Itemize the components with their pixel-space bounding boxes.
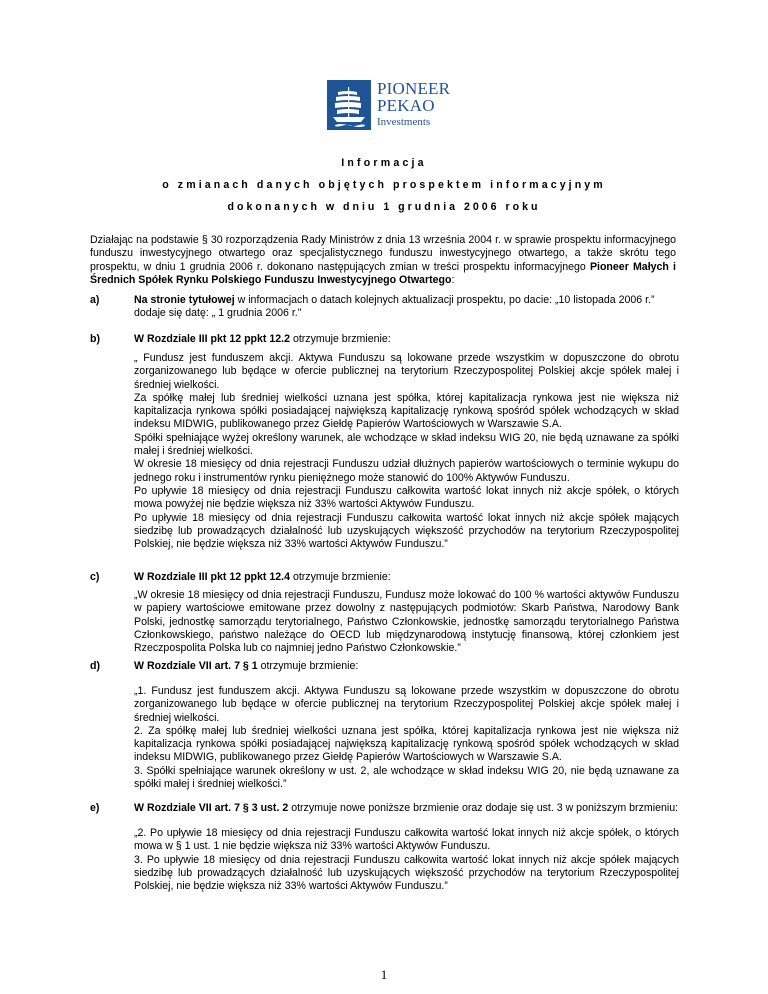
section-b-paragraph: Za spółkę małej lub średniej wielkości uznana jest spółka, której kapitalizacja rynkowa jest nie większa niż kapitalizacja rynkowa spółki posiadającej największą kapitalizację rynkową spośród spółek wchodzących w skład indeksu MIDWIG, publikowanego przez Giełdę Papierów Wartościowych w Warszawie S.A. xyxy=(134,391,679,431)
section-a-letter: a) xyxy=(90,294,100,306)
section-b-letter: b) xyxy=(90,333,100,345)
section-b-paragraph: „ Fundusz jest funduszem akcji. Aktywa Funduszu są lokowane przede wszystkim w dopuszczone do obrotu zorganizowanego lub będące w ofercie publicznej na terytorium Rzeczypospolitej Polskiej akcje spółek małej i średniej wielkości. xyxy=(134,352,679,391)
section-d-bold: W Rozdziale VII art. 7 § 1 xyxy=(134,660,258,672)
section-e-paragraph: 3. Po upływie 18 miesięcy od dnia rejestracji Funduszu całkowita wartość lokat innych niż akcje spółek mających siedzibę lub prowadzących działalność lub uzyskujących większość przychodów na terytorium Rzeczypospolitej Polskiej, nie będzie większa niż 33% wartości Aktywów Funduszu.” xyxy=(134,853,679,893)
intro-paragraph xyxy=(90,234,676,287)
section-d-quote xyxy=(134,685,679,791)
intro-end: : xyxy=(451,273,455,286)
section-e-quote xyxy=(134,827,679,893)
section-a-rest: w informacjach o datach kolejnych aktualizacji prospektu, po dacie: „10 listopada 2006 r.” dodaje się datę: „ 1 grudnia 2006 r." xyxy=(134,294,655,320)
section-b-quote xyxy=(134,352,679,551)
section-c-quote xyxy=(134,589,679,655)
section-a-text xyxy=(134,294,679,321)
document-title: Informacja xyxy=(341,157,427,169)
section-a-bold: Na stronie tytułowej xyxy=(134,294,235,306)
section-b-rest: otrzymuje brzmienie: xyxy=(290,333,391,345)
section-d-rest: otrzymuje brzmienie: xyxy=(257,660,359,672)
logo-line-pioneer: PIONEER xyxy=(377,79,451,98)
section-e-bold: W Rozdziale VII art. 7 § 3 ust. 2 xyxy=(134,802,289,814)
section-e-rest: otrzymuje nowe poniższe brzmienie oraz dodaje się ust. 3 w poniższym brzmieniu: xyxy=(288,802,679,814)
section-b-paragraph: Po upływie 18 miesięcy od dnia rejestracji Funduszu całkowita wartość lokat innych niż akcje spółek, o których mowa powyżej nie będzie większa niż 33% wartości Aktywów Funduszu. xyxy=(134,484,679,511)
logo-wordmark xyxy=(377,80,450,128)
section-e-heading xyxy=(134,802,679,815)
section-d-paragraph: 3. Spółki spełniające warunek określony w ust. 2, ale wchodzące w skład indeksu WIG 20, nie będą uznawane za spółki małej i średniej wielkości.” xyxy=(134,764,679,791)
section-e-paragraph: „2. Po upływie 18 miesięcy od dnia rejestracji Funduszu całkowita wartość lokat innych niż akcje spółek, o których mowa w § 1 ust. 1 nie będzie większa niż 33% wartości Aktywów Funduszu. xyxy=(134,827,679,853)
section-b-paragraph: Po upływie 18 miesięcy od dnia rejestracji Funduszu całkowita wartość lokat innych niż akcje spółek mających siedzibę lub prowadzących działalność lub uzyskujących większość przychodów na terytorium Rzeczypospolitej Polskiej, nie będzie większa niż 33% wartości Aktywów Funduszu.” xyxy=(134,511,679,551)
section-c-letter: c) xyxy=(90,571,100,583)
section-b-heading xyxy=(134,333,679,346)
section-d-letter: d) xyxy=(90,660,100,672)
section-b-bold: W Rozdziale III pkt 12 ppkt 12.2 xyxy=(134,333,290,345)
fund-name: Pioneer Małych i Średnich Spółek Rynku Polskiego Funduszu Inwestycyjnego Otwartego xyxy=(90,260,676,286)
section-d-paragraph: 2. Za spółkę małej lub średniej wielkości uznana jest spółka, której kapitalizacja rynkowa jest nie większa niż kapitalizacja rynkowa spółki posiadającej największą kapitalizację rynkową spośród spółek wchodzących w skład indeksu MIDWIG, publikowanego przez Giełdę Papierów Wartościowych w Warszawie S.A. xyxy=(134,724,679,764)
section-d-heading xyxy=(134,660,679,673)
document-date-line: dokonanych w dniu 1 grudnia 2006 roku xyxy=(227,201,541,213)
sailing-ship-icon xyxy=(327,80,371,130)
section-c-rest: otrzymuje brzmienie: xyxy=(290,571,391,583)
section-d-paragraph: „1. Fundusz jest funduszem akcji. Aktywa Funduszu są lokowane przede wszystkim w dopuszczone do obrotu zorganizowanego lub będące w ofercie publicznej na terytorium Rzeczypospolitej Polskiej akcje spółek małej i średniej wielkości. xyxy=(134,685,679,724)
section-c-bold: W Rozdziale III pkt 12 ppkt 12.4 xyxy=(134,571,290,583)
intro-text: Działając na podstawie § 30 rozporządzenia Rady Ministrów z dnia 13 września 2004 r. w sprawie prospektu informacyjnego funduszu inwestycyjnego otwartego oraz specjalistycznego funduszu inwestycyjnego otwartego, a także skrótu tego prospektu, w dniu 1 grudnia 2006 r. dokonano następujących zmian w treści prospektu informacyjnego xyxy=(90,234,676,273)
logo-line-investments: Investments xyxy=(377,116,431,128)
section-b-paragraph: Spółki spełniające wyżej określony warunek, ale wchodzące w skład indeksu WIG 20, nie będą uznawane za spółki małej i średniej wielkości. xyxy=(134,431,679,458)
document-subtitle: o zmianach danych objętych prospektem informacyjnym xyxy=(162,179,606,191)
section-c-paragraph: „W okresie 18 miesięcy od dnia rejestracji Funduszu, Fundusz może lokować do 100 % wartości aktywów Funduszu w papiery wartościowe emitowane przez dowolny z następujących podmiotów: Skarb Państwa, Narodowy Bank Polski, jednostkę samorządu terytorialnego, Państwo Członkowskie, jednostkę samorządu terytorialnego Państwa Członkowskiego, państwo należące do OECD lub międzynarodową instytucję finansową, której członkiem jest Rzeczpospolita Polska lub co najmniej jedno Państwo Członkowskie.” xyxy=(134,589,679,655)
section-c-heading xyxy=(134,571,679,584)
pioneer-pekao-logo xyxy=(327,80,457,138)
logo-line-pekao: PEKAO xyxy=(377,96,435,115)
section-e-letter: e) xyxy=(90,802,100,814)
page-number: 1 xyxy=(380,967,388,982)
section-b-paragraph: W okresie 18 miesięcy od dnia rejestracji Funduszu udział dłużnych papierów wartościowych o terminie wykupu do jednego roku i instrumentów rynku pieniężnego może stanowić do 100% Aktywów Funduszu. xyxy=(134,458,679,484)
